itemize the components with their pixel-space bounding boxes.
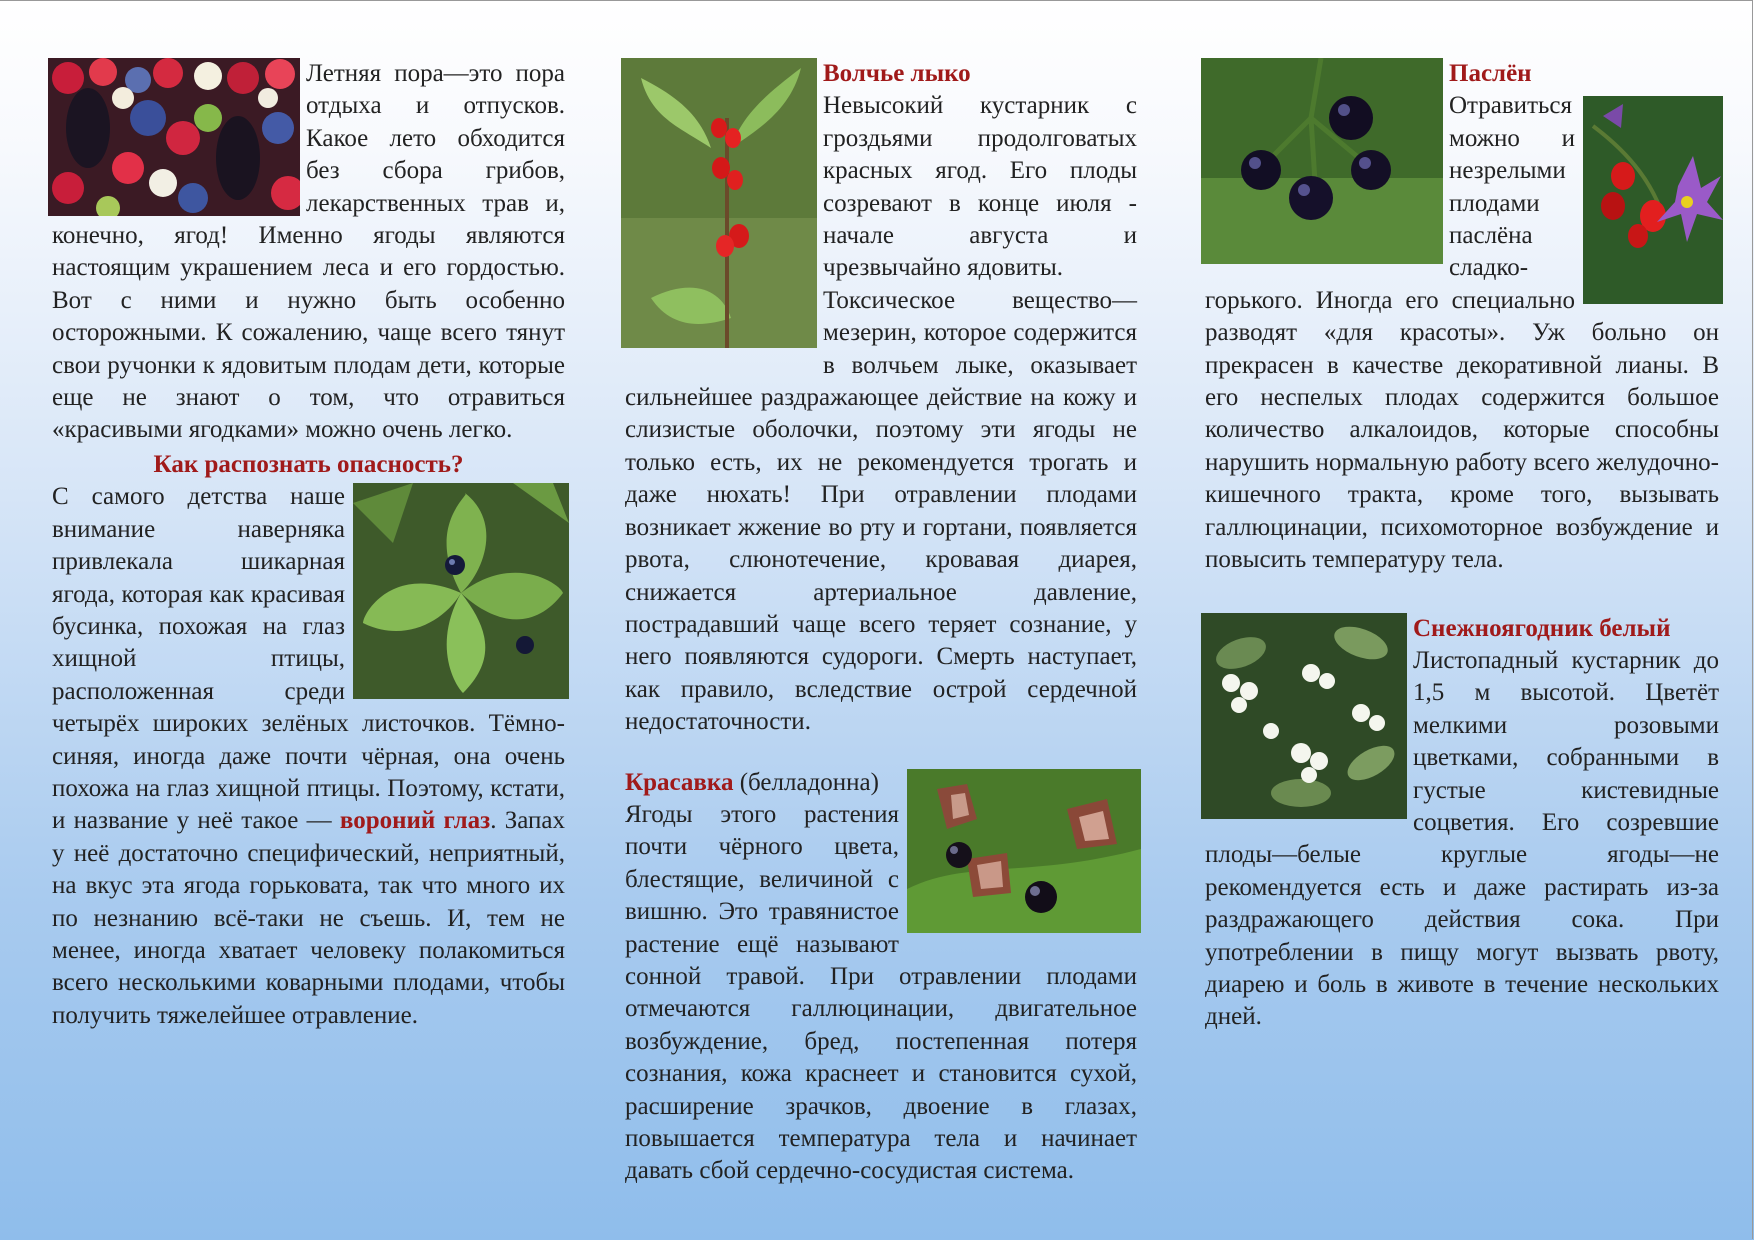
belladonna-text: Ягоды этого растения почти чёрного цвета, блестящие, величиной с вишню. Это травянистое растение ещё называют сонной травой. При отравлении плодами отмечаются галлюцинации, двигательное возбуждение, бред, постепенная потеря сознания, кожа краснеет и становится сухой, расширение зрачков, двоение в глазах, повышается температура тела и начинает давать сбой сердечно-сосудистая система. bbox=[625, 800, 1137, 1185]
wolfs-bast-paragraph-1: Невысокий кустарник с гроздьями продолговатых красных ягод. Его плоды созревают в конце июля - начале августа и чрезвычайно ядовиты. bbox=[823, 92, 1137, 282]
crows-eye-text: С самого детства наше внимание наверняка привлекала шикарная ягода, которая как красивая бусинка, похожая на глаз хищной птицы, расположенная среди четырёх широких зелёных листочков. Тёмно-синяя, иногда даже почти чёрная, она очень похожа на глаз хищной птицы. Поэтому, кстати, и название у неё такое — bbox=[52, 483, 565, 835]
title-wolfs-bast: Волчье лыко bbox=[823, 60, 971, 87]
nightshade-black-photo bbox=[1201, 58, 1443, 264]
herb-paris-photo bbox=[353, 483, 569, 699]
nightshade-paragraph: Отравиться можно и незрелыми плодами паслёна сладко-горького. Иногда его специально разводят «для красоты». Уж больно он прекрасен в качестве декоративной лианы. В его неспелых плодах содержится большое количество алкалоидов, которые способны нарушить нормальную работу всего желудочно-кишечного тракта, кроме того, вызывать галлюцинации, психомоторное возбуждение и повысить температуру тела. bbox=[1205, 92, 1719, 574]
section-title-danger: Как распознать опасность? bbox=[153, 450, 464, 478]
title-belladonna-suffix: (белладонна) bbox=[733, 768, 879, 796]
column-middle bbox=[625, 58, 1137, 1188]
snowberry-paragraph: Листопадный кустарник до 1,5 м высотой. Цветёт мелкими розовыми цветками, собранными в густые кистевидные соцветия. Его созревшие плоды—белые круглые ягоды—не рекомендуется есть и даже растирать из-за раздражающего действия сока. При употреблении в пищу могут вызвать рвоту, диарею и боль в животе в течение нескольких дней. bbox=[1205, 646, 1719, 1031]
crows-eye-text-after: . Запах у неё достаточно специфический, неприятный, на вкус эта ягода горьковата, так что много их по незнанию всё-таки не съешь. И, тем не менее, иногда хватает человеку полакомиться всего несколькими коварными плодами, чтобы получить тяжелейшее отравление. bbox=[52, 807, 565, 1029]
berries-photo bbox=[48, 58, 300, 216]
belladonna-photo bbox=[907, 769, 1141, 933]
wolfs-bast-paragraph-2: Токсическое вещество—мезерин, которое содержится в волчьем лыке, оказывает сильнейшее раздражающее действие на кожу и слизистые оболочки, поэтому эти ягоды не только есть, их не рекомендуется трогать и даже нюхать! При отравлении плодами возникает жжение во рту и гортани, появляется рвота, слюнотечение, кровавая диарея, снижается артериальное давление, пострадавший чаще всего теряет сознание, у него появляются судороги. Смерть наступает, как правило, вследствие острой сердечной недостаточности. bbox=[625, 286, 1137, 736]
crows-eye-highlight: вороний глаз bbox=[339, 807, 491, 835]
nightshade-red-photo bbox=[1583, 96, 1723, 304]
spacer bbox=[625, 739, 1137, 767]
title-nightshade: Паслён bbox=[1449, 60, 1532, 87]
column-right bbox=[1205, 58, 1719, 1034]
wolfs-bast-photo bbox=[621, 58, 817, 348]
title-belladonna: Красавка bbox=[625, 768, 734, 796]
snowberry-photo bbox=[1201, 613, 1407, 819]
spacer bbox=[1205, 577, 1719, 613]
title-snowberry: Снежноягодник белый bbox=[1413, 614, 1671, 642]
intro-paragraph: Летняя пора—это пора отдыха и отпусков. Какое лето обходится без сбора грибов, лекарственных трав и, конечно, ягод! Именно ягоды являются настоящим украшением леса и его гордостью. Вот с ними и нужно быть особенно осторожными. К сожалению, чаще всего тянут свои ручонки к ядовитым плодам дети, которые еще не знают о том, что отравиться «красивыми ягодками» можно очень легко. bbox=[52, 60, 565, 444]
column-left bbox=[52, 58, 565, 1032]
